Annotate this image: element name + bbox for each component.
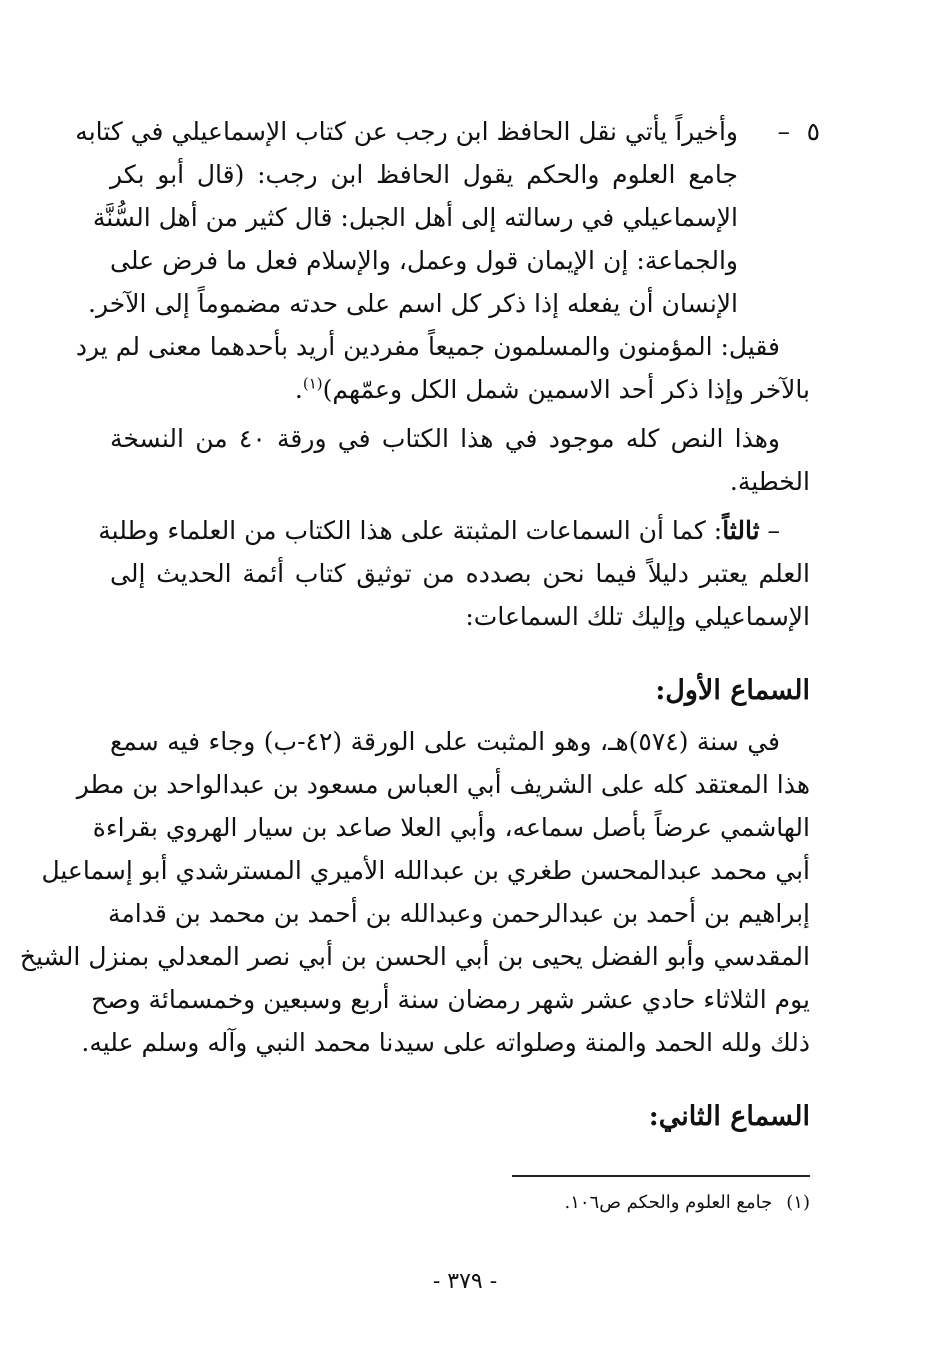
item5-line-2: جامع العلوم والحكم يقول الحافظ ابن رجب: (قال أبو بكر (110, 160, 738, 189)
sama2-heading: السماع الثاني: (648, 1101, 810, 1132)
footnote-divider (512, 1175, 810, 1177)
item5-line-5: الإنسان أن يفعله إذا ذكر كل اسم على حدته مضموماً إلى الآخر. (88, 289, 738, 318)
list-item-5 (75, 110, 820, 325)
item5-line-3: الإسماعيلي في رسالته إلى أهل الجبل: قال كثير من أهل السُّنَّة (92, 203, 738, 232)
quote-line-1: فقيل: المؤمنون والمسلمون جميعاً مفردين أريد بأحدهما معنى لم يرد (75, 332, 780, 361)
spacer (110, 638, 810, 668)
item-number: ٥ (806, 117, 820, 146)
quote-line-2-end: . (294, 375, 303, 404)
quote-line-2 (110, 368, 810, 411)
item5-line-4: والجماعة: إن الإيمان قول وعمل، والإسلام فعل ما فرض على (110, 246, 738, 275)
note-line-1: وهذا النص كله موجود في هذا الكتاب في ورقة ٤٠ من النسخة (110, 424, 780, 453)
sama1-line-1: في سنة (٥٧٤)هـ، وهو المثبت على الورقة (٤٢-ب) وجاء فيه سمع (110, 727, 780, 756)
page-number: - ٣٧٩ - (432, 1269, 498, 1294)
sama1-line-4: أبي محمد عبدالمحسن طغري بن عبدالله الأميري المسترشدي أبو إسماعيل (41, 856, 810, 885)
sama1-line-3: الهاشمي عرضاً بأصل سماعه، وأبي العلا صاعد بن سيار الهروي بقراءة (92, 813, 810, 842)
sama1-line-6: المقدسي وأبو الفضل يحيى بن أبي الحسن بن أبي نصر المعدلي بمنزل الشيخ (19, 942, 810, 971)
item-dash: – (777, 117, 790, 146)
third-line-1-rest: : كما أن السماعات المثبتة على هذا الكتاب من العلماء وطلبة (98, 516, 723, 545)
sama1-line-8: ذلك ولله الحمد والمنة وصلواته على سيدنا محمد النبي وآله وسلم عليه. (81, 1028, 810, 1057)
footnote-reference: (١) (302, 374, 323, 393)
third-line-3: الإسماعيلي وإليك تلك السماعات: (465, 602, 810, 631)
footnote (110, 1188, 810, 1218)
sama1-line-5: إبراهيم بن أحمد بن عبدالرحمن وعبدالله بن أحمد بن محمد بن قدامة (107, 899, 810, 928)
item5-line-1: وأخيراً يأتي نقل الحافظ ابن رجب عن كتاب الإسماعيلي في كتابه (75, 117, 738, 146)
third-label: ثالثاً (722, 516, 760, 545)
note-line-2: الخطية. (729, 467, 810, 496)
footnote-text: جامع العلوم والحكم ص١٠٦. (564, 1192, 773, 1213)
third-line-2: العلم يعتبر دليلاً فيما نحن بصدده من توثيق كتاب أئمة الحديث إلى (110, 559, 810, 588)
third-dash: – (767, 516, 780, 545)
third-line-1 (98, 509, 810, 552)
spacer (110, 1064, 810, 1094)
sama1-line-7: يوم الثلاثاء حادي عشر شهر رمضان سنة أربع وسبعين وخمسمائة وصح (91, 985, 810, 1014)
sama1-line-2: هذا المعتقد كله على الشريف أبي العباس مسعود بن عبدالواحد بن مطر (76, 770, 810, 799)
page-body (19, 110, 820, 1140)
footnote-number: (١) (786, 1192, 810, 1213)
quote-line-2-text: بالآخر وإذا ذكر أحد الاسمين شمل الكل وعمّهم) (322, 375, 810, 404)
sama1-heading: السماع الأول: (655, 675, 810, 706)
